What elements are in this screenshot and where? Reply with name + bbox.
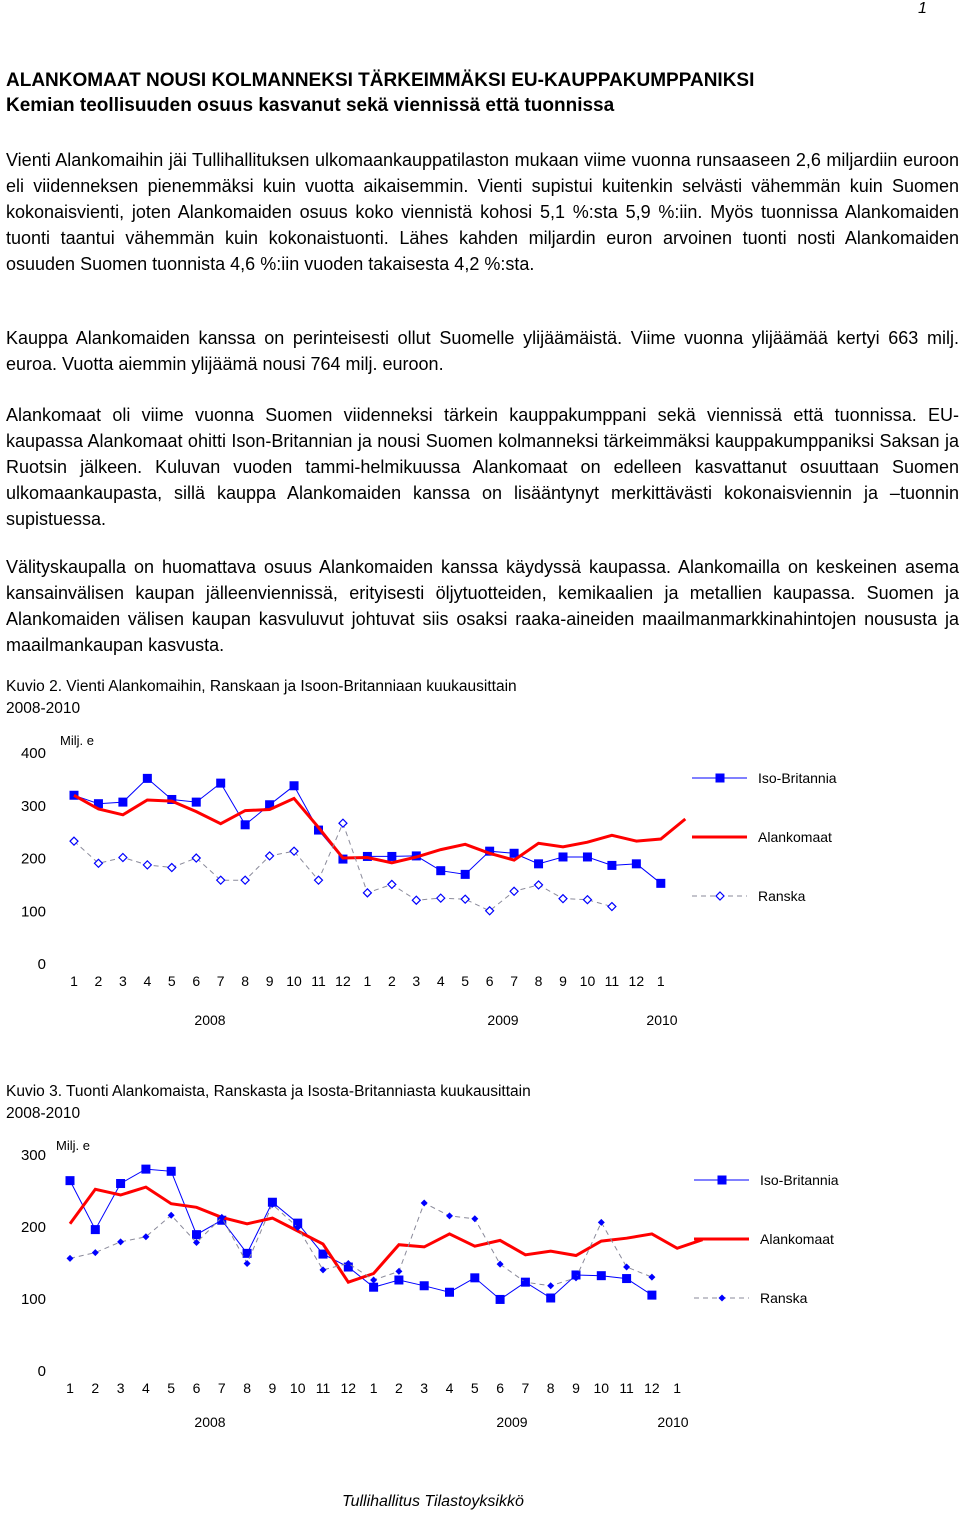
c1-ranska-point <box>461 895 469 903</box>
c1-xtick-label: 2 <box>387 973 396 989</box>
c2-ranska-line <box>70 1203 652 1286</box>
c2-iso-britannia-point <box>91 1225 100 1234</box>
c1-xtick-label: 1 <box>656 973 665 989</box>
c1-ranska-point <box>388 880 396 888</box>
c1-legend-alankomaat-label: Alankomaat <box>758 829 832 845</box>
c1-xtick-label: 8 <box>534 973 543 989</box>
c2-ranska-point <box>547 1282 554 1289</box>
c1-xtick-label: 1 <box>363 973 372 989</box>
c2-ytick-label: 200 <box>20 1219 46 1236</box>
c1-iso-britannia-line <box>74 778 661 883</box>
c1-iso-britannia-point <box>387 852 396 861</box>
c1-xtick-label: 6 <box>192 973 201 989</box>
c2-ranska-point <box>395 1268 402 1275</box>
c1-ranska-point <box>608 903 616 911</box>
c1-ranska-line <box>74 823 612 911</box>
c2-legend-iso-britannia-label: Iso-Britannia <box>760 1172 839 1188</box>
c2-xtick-label: 1 <box>66 1380 74 1396</box>
c2-iso-britannia-point <box>546 1294 555 1303</box>
c1-xtick-label: 10 <box>286 973 302 989</box>
c2-legend-iso-britannia-marker <box>718 1176 727 1185</box>
c2-legend-ranska-marker <box>719 1295 726 1302</box>
c2-ytick-label: 300 <box>20 1147 46 1164</box>
c1-legend-iso-britannia-label: Iso-Britannia <box>758 770 837 786</box>
c1-xtick-label: 5 <box>167 973 176 989</box>
c2-ranska-point <box>67 1255 74 1262</box>
c1-legend-ranska-marker <box>716 892 724 900</box>
c1-iso-britannia-point <box>436 866 445 875</box>
c1-ranska-point <box>363 889 371 897</box>
c2-xtick-label: 10 <box>289 1380 306 1396</box>
c2-xtick-label: 11 <box>315 1380 331 1396</box>
c2-iso-britannia-point <box>420 1281 429 1290</box>
c1-ytick-label: 200 <box>20 850 46 868</box>
c1-xtick-label: 6 <box>485 973 494 989</box>
c2-alankomaat-line <box>70 1187 703 1282</box>
c2-iso-britannia-point <box>394 1276 403 1285</box>
c1-iso-britannia-point <box>534 859 543 868</box>
c2-year-label: 2008 <box>194 1414 226 1430</box>
c1-ytick-label: 300 <box>20 797 46 815</box>
c1-iso-britannia-point <box>216 779 225 788</box>
c2-ranska-point <box>244 1260 251 1267</box>
page-number: 1 <box>918 0 927 17</box>
c2-iso-britannia-point <box>192 1230 201 1239</box>
c1-legend-ranska-label: Ranska <box>758 888 806 904</box>
c1-xtick-label: 12 <box>628 973 645 989</box>
c2-ranska-point <box>320 1266 327 1273</box>
c2-ytick-label: 0 <box>37 1363 46 1380</box>
subheadline: Kemian teollisuuden osuus kasvanut sekä viennissä että tuonnissa <box>6 95 615 116</box>
c1-xtick-label: 7 <box>216 973 225 989</box>
c1-ytick-label: 400 <box>20 745 46 762</box>
c2-xtick-label: 12 <box>644 1380 660 1396</box>
c2-ranska-point <box>421 1199 428 1206</box>
c2-year-label: 2009 <box>496 1414 528 1430</box>
c1-xtick-label: 9 <box>559 973 567 989</box>
c2-xtick-label: 6 <box>496 1380 504 1396</box>
c1-xtick-label: 3 <box>119 973 127 989</box>
c1-iso-britannia-point <box>583 852 592 861</box>
c1-ranska-point <box>168 864 176 872</box>
c1-xtick-label: 5 <box>461 973 470 989</box>
footer: Tullihallitus Tilastoyksikkö <box>342 1493 524 1510</box>
c2-ranska-point <box>598 1219 605 1226</box>
figure1-caption-line1: Kuvio 2. Vienti Alankomaihin, Ranskaan ja Isoon-Britanniaan kuukausittain <box>6 678 517 695</box>
figure2-caption-line2: 2008-2010 <box>6 1105 81 1122</box>
c2-ranska-point <box>623 1264 630 1271</box>
export-chart <box>0 730 960 1040</box>
c1-iso-britannia-point <box>461 870 470 879</box>
c1-iso-britannia-point <box>241 820 250 829</box>
c1-year-label: 2009 <box>487 1012 519 1028</box>
c1-xtick-label: 12 <box>335 973 351 989</box>
c2-iso-britannia-point <box>167 1167 176 1176</box>
c1-xtick-label: 11 <box>311 973 326 989</box>
paragraph-4: Välityskaupalla on huomattava osuus Alankomaiden kanssa käydyssä kaupassa. Alankomailla on keskeinen asema kansainvälisen kaupan jälleenviennissä, erityisesti öljytuotteiden, kemikaalien ja metallien kaupassa. Suomen ja Alankomaiden välisen kaupan kasvuluvut johtuvat siis osaksi raaka-aineiden maailmanmarkkinahintojen noususta ja maailmankaupan kasvusta. <box>6 557 959 655</box>
c2-xtick-label: 1 <box>673 1380 682 1396</box>
c1-unit-label: Milj. e <box>60 733 94 748</box>
c1-xtick-label: 3 <box>412 973 421 989</box>
c2-iso-britannia-point <box>496 1295 505 1304</box>
figure2-caption-line1: Kuvio 3. Tuonti Alankomaista, Ranskasta ja Isosta-Britanniasta kuukausittain <box>6 1083 531 1100</box>
c1-year-label: 2010 <box>646 1012 678 1028</box>
c1-xtick-label: 7 <box>510 973 518 989</box>
paragraph-1: Vienti Alankomaihin jäi Tullihallituksen ulkomaankauppatilaston mukaan viime vuonna runsaaseen 2,6 miljardiin euroon eli viidenneksen pienemmäksi kuin vuotta aikaisemmin. Vienti supistui kuitenkin selvästi vähemmän kuin Suomen kokonaisvienti, joten Alankomaiden osuus koko viennistä kohosi 5,1 %:sta 5,9 %:iin. Myös tuonnissa Alankomaiden tuonti taantui vähemmän kuin kokonaistuonti. Lähes kahden miljardin euron arvoinen tuonti nosti Alankomaiden osuuden Suomen tuonnista 4,6 %:iin vuoden takaisesta 4,2 %:sta. <box>6 150 959 274</box>
c2-xtick-label: 4 <box>142 1380 150 1396</box>
c2-xtick-label: 2 <box>395 1380 403 1396</box>
c2-xtick-label: 5 <box>167 1380 176 1396</box>
c2-unit-label: Milj. e <box>56 1138 90 1153</box>
c1-xtick-label: 4 <box>436 973 445 989</box>
c2-xtick-label: 5 <box>470 1380 479 1396</box>
c1-ranska-point <box>510 887 518 895</box>
c2-ranska-point <box>370 1277 377 1284</box>
c1-ranska-point <box>143 861 151 869</box>
c2-xtick-label: 9 <box>572 1380 580 1396</box>
figure1-caption <box>6 676 656 720</box>
figure2-caption <box>6 1081 656 1125</box>
paragraph-2: Kauppa Alankomaiden kanssa on perinteisesti ollut Suomelle ylijäämäistä. Viime vuonna ylijäämää kertyi 663 milj. euroa. Vuotta aiemmin ylijäämä nousi 764 milj. euroon. <box>6 328 959 374</box>
c2-legend-alankomaat-label: Alankomaat <box>760 1231 834 1247</box>
c2-xtick-label: 1 <box>369 1380 378 1396</box>
c2-iso-britannia-point <box>369 1283 378 1292</box>
c2-xtick-label: 9 <box>268 1380 277 1396</box>
c1-iso-britannia-point <box>192 798 201 807</box>
c2-iso-britannia-line <box>70 1169 652 1299</box>
c2-ranska-point <box>497 1261 504 1268</box>
c1-year-label: 2008 <box>194 1012 226 1028</box>
c2-iso-britannia-point <box>141 1165 150 1174</box>
headline: ALANKOMAAT NOUSI KOLMANNEKSI TÄRKEIMMÄKSI EU-KAUPPAKUMPPANIKSI <box>6 70 755 91</box>
c2-xtick-label: 11 <box>619 1380 634 1396</box>
c2-ranska-point <box>471 1215 478 1222</box>
figure1-caption-line2: 2008-2010 <box>6 700 81 717</box>
c2-ranska-point <box>117 1238 124 1245</box>
c2-xtick-label: 8 <box>546 1380 555 1396</box>
c1-xtick-label: 4 <box>143 973 152 989</box>
c2-xtick-label: 8 <box>243 1380 251 1396</box>
c2-xtick-label: 7 <box>521 1380 530 1396</box>
c2-xtick-label: 4 <box>445 1380 454 1396</box>
c1-iso-britannia-point <box>656 879 665 888</box>
c1-ranska-point <box>412 896 420 904</box>
c1-legend-iso-britannia-marker <box>716 774 725 783</box>
c1-iso-britannia-point <box>632 859 641 868</box>
c2-iso-britannia-point <box>445 1288 454 1297</box>
c1-ytick-label: 0 <box>37 956 46 973</box>
c2-xtick-label: 10 <box>593 1380 610 1396</box>
c1-ranska-point <box>583 896 591 904</box>
c1-xtick-label: 2 <box>94 973 103 989</box>
import-chart <box>0 1135 960 1445</box>
c1-ytick-label: 100 <box>20 903 46 921</box>
c2-iso-britannia-point <box>116 1179 125 1188</box>
c2-iso-britannia-point <box>597 1271 606 1280</box>
c2-ranska-point <box>648 1274 655 1281</box>
c2-xtick-label: 3 <box>116 1380 125 1396</box>
c1-ranska-point <box>315 876 323 884</box>
c1-ranska-point <box>119 854 127 862</box>
c2-ytick-label: 100 <box>20 1291 46 1308</box>
c2-xtick-label: 12 <box>340 1380 357 1396</box>
c1-ranska-point <box>559 895 567 903</box>
c2-iso-britannia-point <box>66 1176 75 1185</box>
c2-year-label: 2010 <box>657 1414 689 1430</box>
c2-xtick-label: 6 <box>192 1380 201 1396</box>
c2-iso-britannia-point <box>647 1291 656 1300</box>
c2-iso-britannia-point <box>622 1274 631 1283</box>
c1-iso-britannia-point <box>290 781 299 790</box>
c2-xtick-label: 7 <box>217 1380 226 1396</box>
c1-iso-britannia-point <box>559 852 568 861</box>
paragraph-3: Alankomaat oli viime vuonna Suomen viidenneksi tärkein kauppakumppani sekä viennissä että tuonnissa. EU-kaupassa Alankomaat ohitti Ison-Britannian ja nousi Suomen kolmanneksi tärkeimmäksi kauppakumppaniksi Saksan ja Ruotsin jälkeen. Kuluvan vuoden tammi-helmikuussa Alankomaat on edelleen kasvattanut osuuttaan Suomen ulkomaankaupasta, sillä kauppa Alankomaiden kanssa on lisääntynyt merkittävästi kokonaisviennin ja –tuonnin supistuessa. <box>6 405 959 529</box>
c1-ranska-point <box>339 819 347 827</box>
c1-iso-britannia-point <box>118 798 127 807</box>
c1-xtick-label: 9 <box>265 973 274 989</box>
c1-xtick-label: 8 <box>241 973 250 989</box>
c2-ranska-point <box>92 1249 99 1256</box>
c1-iso-britannia-point <box>607 861 616 870</box>
c1-iso-britannia-point <box>143 774 152 783</box>
c1-xtick-label: 10 <box>579 973 596 989</box>
c1-alankomaat-line <box>74 795 685 863</box>
c1-ranska-point <box>437 894 445 902</box>
c1-ranska-point <box>241 876 249 884</box>
c2-xtick-label: 3 <box>420 1380 429 1396</box>
c2-xtick-label: 2 <box>91 1380 100 1396</box>
c2-iso-britannia-point <box>470 1273 479 1282</box>
c2-ranska-point <box>446 1212 453 1219</box>
c1-ranska-point <box>266 852 274 860</box>
c2-legend-ranska-label: Ranska <box>760 1290 808 1306</box>
c1-xtick-label: 11 <box>604 973 620 989</box>
c1-xtick-label: 1 <box>70 973 78 989</box>
c1-ranska-point <box>535 881 543 889</box>
